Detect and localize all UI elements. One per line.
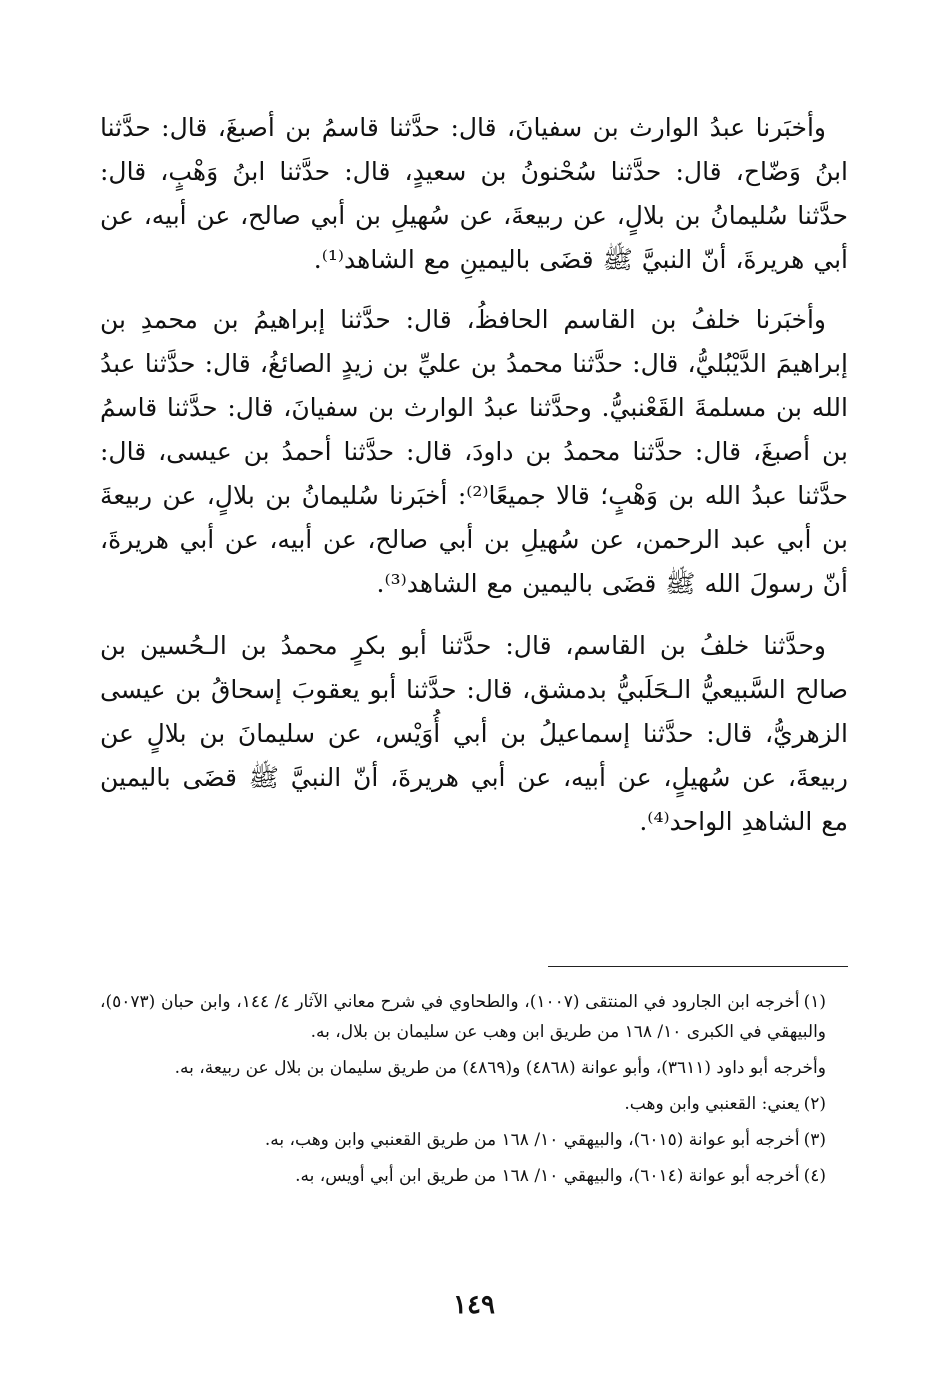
paragraph-2: وأخبَرنا خلفُ بن القاسم الحافظُ، قال: حدَّثنا إبراهيمُ بن محمدِ بن إبراهيمَ الدَّيْبُليُّ، قال: حدَّثنا محمدُ بن عليِّ بن زيدٍ الصائغُ، قال: حدَّثنا عبدُ الله بن مسلمةَ القَعْنبيُّ. وحدَّثنا عبدُ الوارث بن سفيانَ، قال: حدَّثنا قاسمُ بن أصبغَ، قال: حدَّثنا محمدُ بن داودَ، قال: حدَّثنا أحمدُ بن عيسى، قال: حدَّثنا عبدُ الله بن وَهْبٍ؛ قالا جميعًا⁽²⁾: أخبَرنا سُليمانُ بن بلالٍ، عن ربيعةَ بن أبي عبد الرحمن، عن سُهيلِ بن أبي صالح، عن أبيه، عن أبي هريرةَ، أنّ رسولَ الله ﷺ قضَى باليمين مع الشاهد⁽³⁾. [100,305,848,598]
page-number: ١٤٩ [453,1290,495,1320]
footnote-4 [100,1161,848,1191]
footnote-number: (١) [803,992,827,1012]
footnote-number: (٤) [803,1166,826,1186]
footnote-number: (٢) [803,1094,826,1114]
footnote-separator [548,966,848,967]
main-text [100,106,848,854]
footnote-2 [100,1089,848,1119]
paragraph-1: وأخبَرنا عبدُ الوارث بن سفيانَ، قال: حدَّثنا قاسمُ بن أصبغَ، قال: حدَّثنا ابنُ وَضّاح، قال: حدَّثنا سُحْنونُ بن سعيدٍ، قال: حدَّثنا ابنُ وَهْبٍ، قال: حدَّثنا سُليمانُ بن بلالٍ، عن ربيعةَ، عن سُهيلِ بن أبي صالح، عن أبيه، عن أبي هريرةَ، أنّ النبيَّ ﷺ قضَى باليمينِ مع الشاهد⁽¹⁾. [100,113,848,274]
footnote-1-continued [100,1053,848,1083]
book-page [100,0,848,1374]
footnote-3 [100,1125,848,1155]
footnote-number: (٣) [803,1130,826,1150]
footnote-text: يعني: القعنبي وابن وهب. [624,1094,800,1114]
footnote-text: أخرجه أبو عوانة (٦٠١٤)، والبيهقي ١٠/ ١٦٨ من طريق ابن أبي أويس، به. [295,1166,800,1186]
footnote-text: أخرجه ابن الجارود في المنتقى (١٠٠٧)، والطحاوي في شرح معاني الآثار ٤/ ١٤٤، وابن حبان (٥٠٧٣)، والبيهقي في الكبرى ١٠/ ١٦٨ من طريق ابن وهب عن سليمان بن بلال، به. [100,992,826,1042]
footnote-1 [100,987,848,1047]
footnotes [100,987,848,1197]
footnote-text: وأخرجه أبو داود (٣٦١١)، وأبو عوانة (٤٨٦٨) و(٤٨٦٩) من طريق سليمان بن بلال عن ربيعة، به. [174,1058,826,1078]
paragraph-3: وحدَّثنا خلفُ بن القاسم، قال: حدَّثنا أبو بكرٍ محمدُ بن الـحُسين بن صالح السَّبيعيُّ الـحَلَبيُّ بدمشق، قال: حدَّثنا أبو يعقوبَ إسحاقُ بن عيسى الزهريُّ، قال: حدَّثنا إسماعيلُ بن أبي أُوَيْس، عن سليمانَ بن بلالٍ عن ربيعةَ، عن سُهيلٍ، عن أبيه، عن أبي هريرةَ، أنّ النبيَّ ﷺ قضَى باليمين مع الشاهدِ الواحد⁽⁴⁾. [100,631,848,836]
footnote-text: أخرجه أبو عوانة (٦٠١٥)، والبيهقي ١٠/ ١٦٨ من طريق القعنبي وابن وهب، به. [264,1130,800,1150]
